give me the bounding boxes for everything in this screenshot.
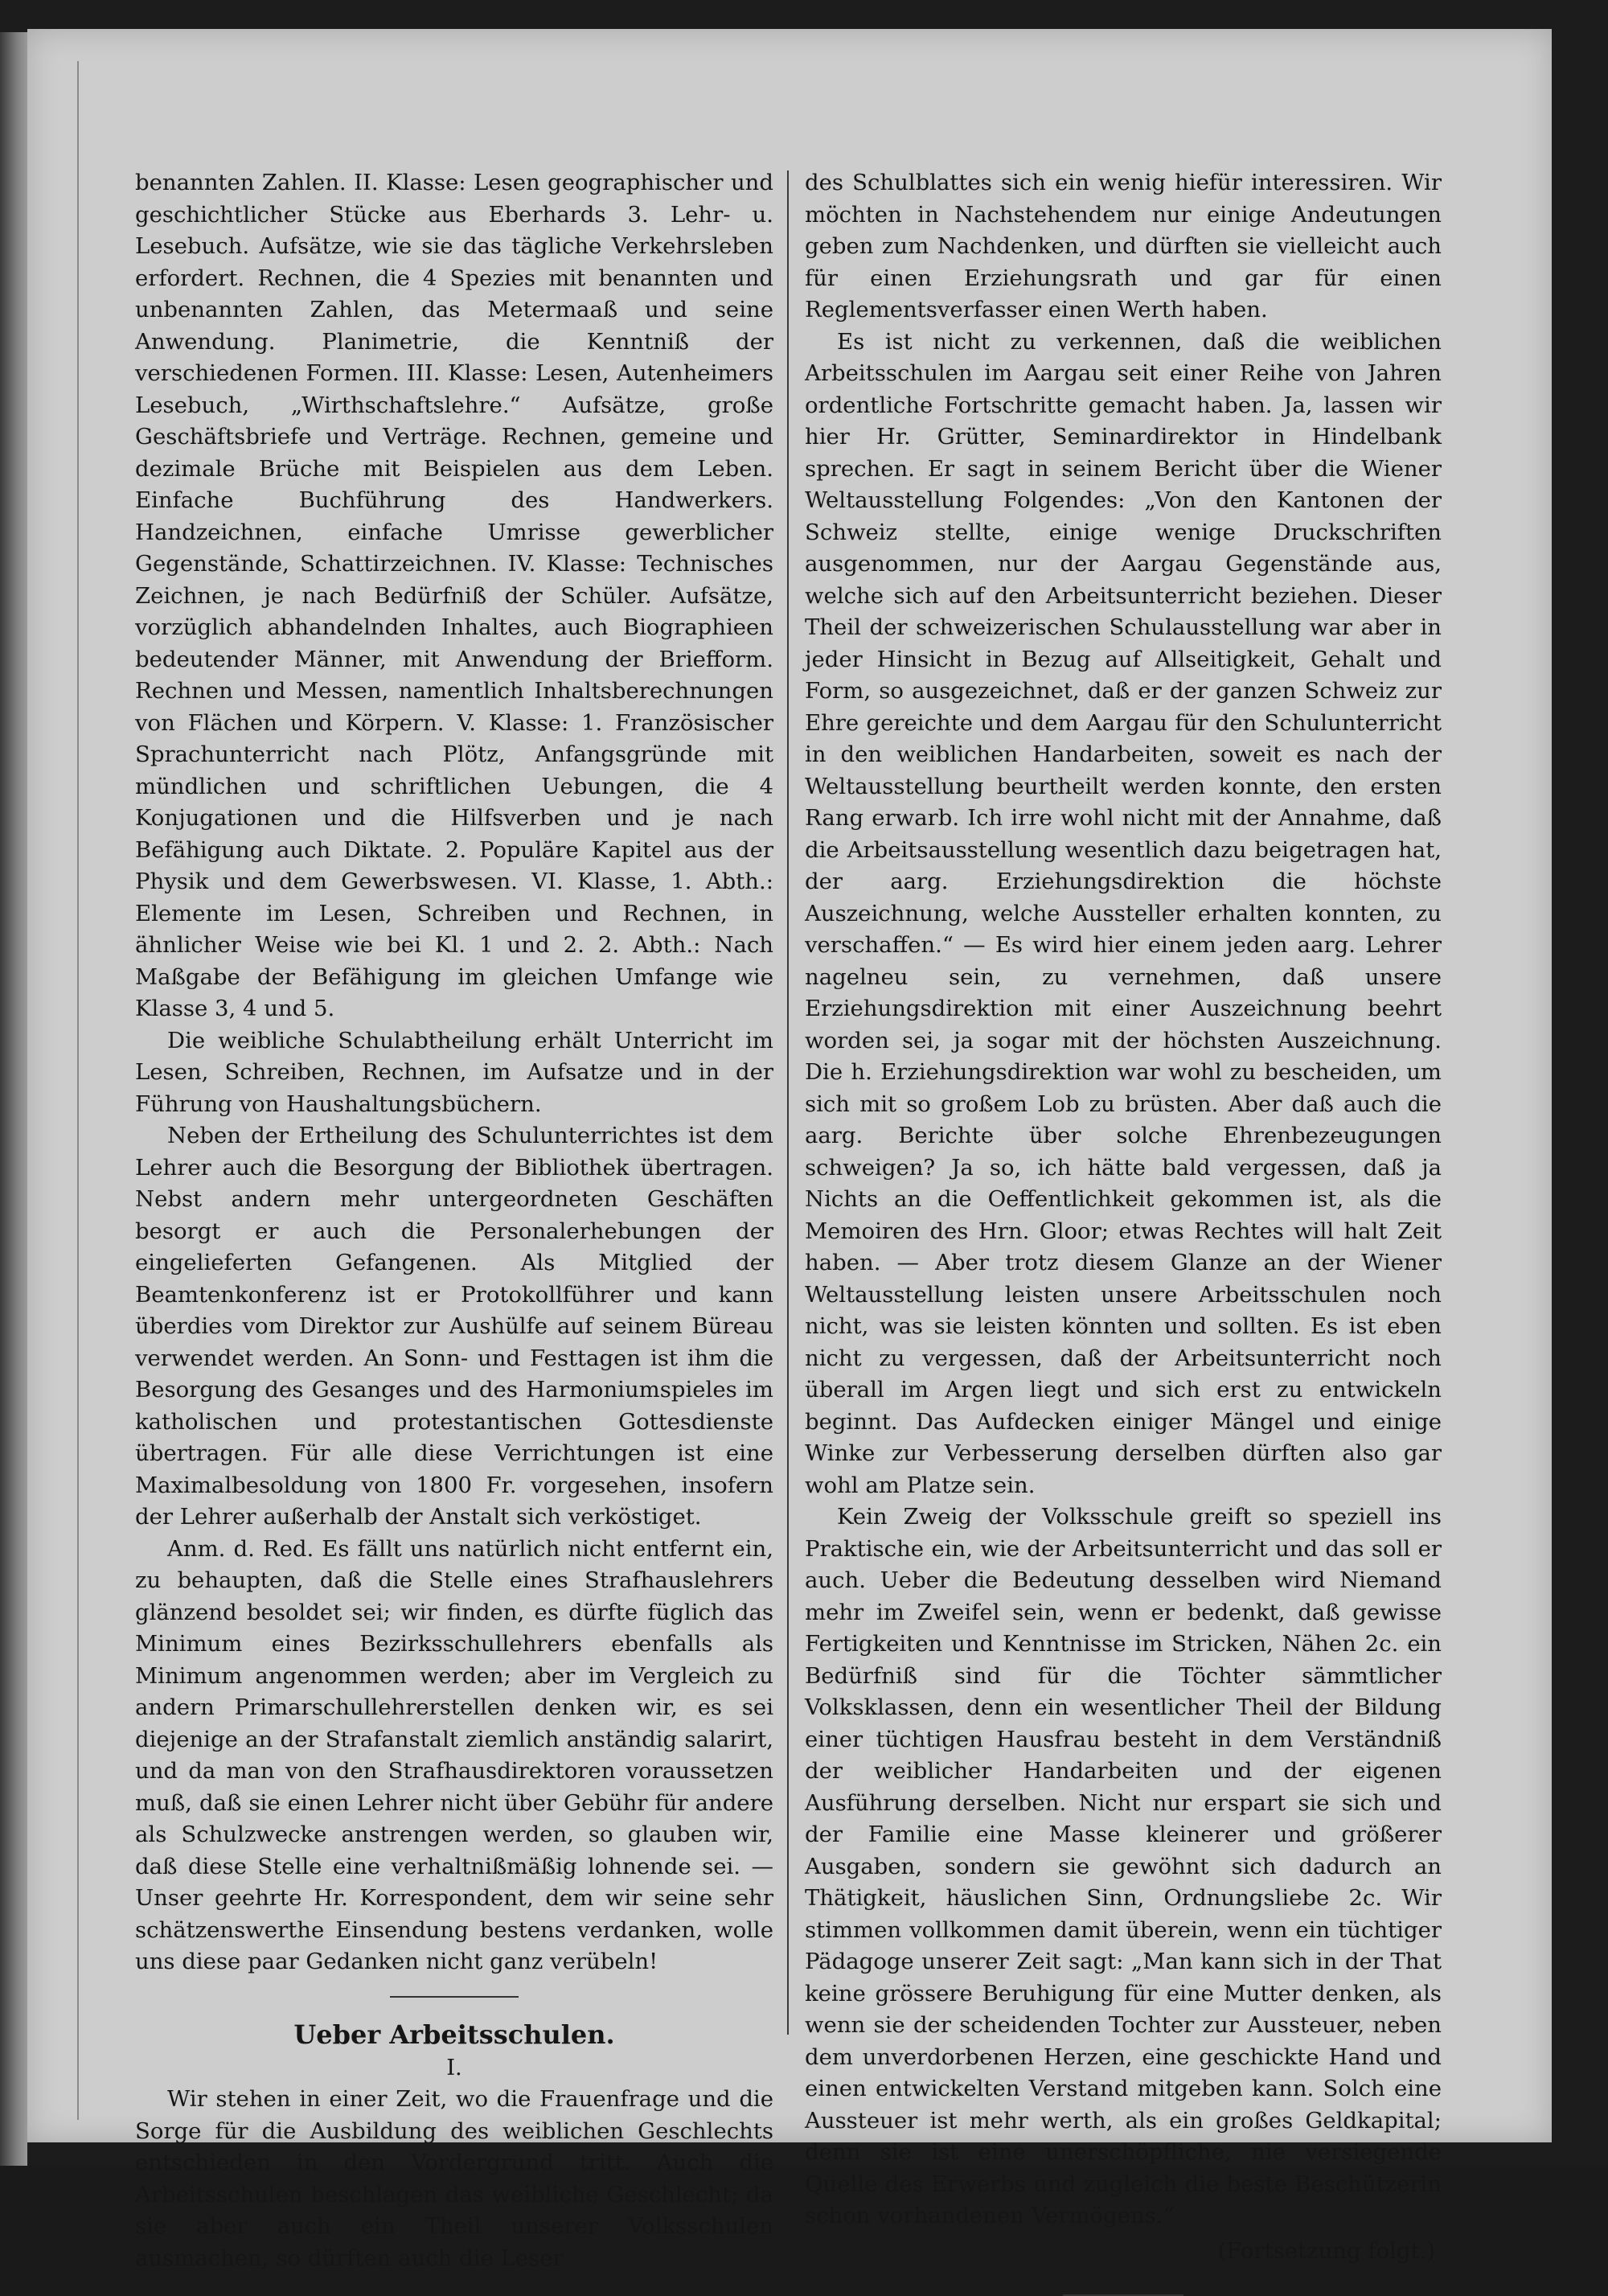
right-paragraph-3: Kein Zweig der Volksschule greift so speziell ins Praktische ein, wie der Arbeitsunterricht und das soll er auch. Ueber die Bedeutung desselben wird Niemand mehr im Zweifel sein, wenn er bedenkt, daß gewisse Fertigkeiten und Kenntnisse im Stricken, Nähen 2c. ein Bedürfniß sind für die Töchter sämmtlicher Volksklassen, denn ein wesentlicher Theil der Bildung einer tüchtigen Hausfrau besteht in dem Verständniß der weiblicher Handarbeiten und der eigenen Ausführung derselben. Nicht nur erspart sie sich und der Familie eine Masse kleinerer und größerer Ausgaben, sondern sie gewöhnt sich dadurch an Thätigkeit, häuslichen Sinn, Ordnungsliebe 2c. Wir stimmen vollkommen damit überein, wenn ein tüchtiger Pädagoge unserer Zeit sagt: „Man kann sich in der That keine grössere Beruhigung für eine Mutter denken, als wenn sie der scheidenden Tochter zur Aussteuer, neben dem unverdorbenen Herzen, eine geschickte Hand und einen entwickelten Verstand mitgeben kann. Solch eine Aussteuer ist mehr werth, als ein großes Geldkapital; denn sie ist eine unerschöpfliche, nie versiegende Quelle des Erwerbs und zugleich die beste Beschützerin schon vorhandenen Vermögens.“: [805, 1504, 1442, 2228]
section-rule: [390, 1996, 519, 1998]
left-paragraph-4: Anm. d. Red. Es fällt uns natürlich nicht entfernt ein, zu behaupten, daß die Stelle eines Strafhauslehrers glänzend besoldet sei; wir finden, es dürfte füglich das Minimum eines Bezirksschullehrers ebenfalls als Minimum angenommen werden; aber im Vergleich zu andern Primarschullehrerstellen denken wir, es sei diejenige an der Strafanstalt ziemlich anständig salarirt, und da man von den Strafhausdirektoren voraussetzen muß, daß sie einen Lehrer nicht über Gebühr für andere als Schulzwecke anstrengen werden, so glauben wir, daß diese Stelle eine verhaltnißmäßig lohnende sei. — Unser geehrte Hr. Korrespondent, dem wir seine sehr schätzenswerthe Einsendung bestens verdanken, wolle uns diese paar Gedanken nicht ganz verübeln!: [135, 1535, 773, 1974]
left-paragraph-1: benannten Zahlen. II. Klasse: Lesen geographischer und geschichtlicher Stücke aus Eberhards 3. Lehr- u. Lesebuch. Aufsätze, wie sie das tägliche Verkehrsleben erfordert. Rechnen, die 4 Spezies mit benannten und unbenannten Zahlen, das Metermaaß und seine Anwendung. Planimetrie, die Kenntniß der verschiedenen Formen. III. Klasse: Lesen, Autenheimers Lesebuch, „Wirthschaftslehre.“ Aufsätze, große Geschäftsbriefe und Verträge. Rechnen, gemeine und dezimale Brüche mit Beispielen aus dem Leben. Einfache Buchführung des Handwerkers. Handzeichnen, einfache Umrisse gewerblicher Gegenstände, Schattirzeichnen. IV. Klasse: Technisches Zeichnen, je nach Bedürfniß der Schüler. Aufsätze, vorzüglich abhandelnden Inhaltes, auch Biographieen bedeutender Männer, mit Anwendung der Briefform. Rechnen und Messen, namentlich Inhaltsberechnungen von Flächen und Körpern. V. Klasse: 1. Französischer Sprachunterricht nach Plötz, Anfangsgründe mit mündlichen und schriftlichen Uebungen, die 4 Konjugationen und die Hilfsverben und je nach Befähigung auch Diktate. 2. Populäre Kapitel aus der Physik und dem Gewerbswesen. VI. Klasse, 1. Abth.: Elemente im Lesen, Schreiben und Rechnen, in ähnlicher Weise wie bei Kl. 1 und 2. 2. Abth.: Nach Maßgabe der Befähigung im gleichen Umfange wie Klasse 3, 4 und 5.: [135, 170, 773, 1021]
left-column: [135, 167, 773, 2274]
right-column: [805, 167, 1442, 2296]
continuation-note: (Fortsetzung folgt.): [1217, 2237, 1435, 2264]
section-heading: Ueber Arbeitsschulen.: [293, 2019, 615, 2050]
section-paragraph: Wir stehen in einer Zeit, wo die Frauenfrage und die Sorge für die Ausbildung des weiblichen Geschlechts entschieden in den Vordergrund tritt. Auch die Arbeitsschulen beschlagen das weibliche Geschlecht; da sie aber auch ein Theil unserer Volksschulen ausmachen, so dürften auch die Leser: [135, 2086, 773, 2271]
section-number: I.: [446, 2054, 462, 2080]
left-paragraph-3: Neben der Ertheilung des Schulunterrichtes ist dem Lehrer auch die Besorgung der Bibliothek übertragen. Nebst andern mehr untergeordneten Geschäften besorgt er auch die Personalerhebungen der eingelieferten Gefangenen. Als Mitglied der Beamtenkonferenz ist er Protokollführer und kann überdies vom Direktor zur Aushülfe auf seinem Büreau verwendet werden. An Sonn- und Festtagen ist ihm die Besorgung des Gesanges und des Harmoniumspieles im katholischen und protestantischen Gottesdienste übertragen. Für alle diese Verrichtungen ist eine Maximalbesoldung von 1800 Fr. vorgesehen, insofern der Lehrer außerhalb der Anstalt sich verköstiget.: [135, 1123, 773, 1530]
right-paragraph-2: Es ist nicht zu verkennen, daß die weiblichen Arbeitsschulen im Aargau seit einer Reihe von Jahren ordentliche Fortschritte gemacht haben. Ja, lassen wir hier Hr. Grütter, Seminardirektor in Hindelbank sprechen. Er sagt in seinem Bericht über die Wiener Weltausstellung Folgendes: „Von den Kantonen der Schweiz stellte, einige wenige Druckschriften ausgenommen, nur der Aargau Gegenstände aus, welche sich auf den Arbeitsunterricht beziehen. Dieser Theil der schweizerischen Schulausstellung war aber in jeder Hinsicht in Bezug auf Allseitigkeit, Gehalt und Form, so ausgezeichnet, daß er der ganzen Schweiz zur Ehre gereichte und dem Aargau für den Schulunterricht in den weiblichen Handarbeiten, soweit es nach der Weltausstellung beurtheilt werden konnte, den ersten Rang erwarb. Ich irre wohl nicht mit der Annahme, daß die Arbeitsausstellung wesentlich dazu beigetragen hat, der aarg. Erziehungsdirektion die höchste Auszeichnung, welche Aussteller erhalten konnten, zu verschaffen.“ — Es wird hier einem jeden aarg. Lehrer nagelneu sein, zu vernehmen, daß unsere Erziehungsdirektion mit einer Auszeichnung beehrt worden sei, ja sogar mit der höchsten Auszeichnung. Die h. Erziehungsdirektion war wohl zu bescheiden, um sich mit so großem Lob zu brüsten. Aber daß auch die aarg. Berichte über solche Ehrenbezeugungen schweigen? Ja so, ich hätte bald vergessen, daß ja Nichts an die Oeffentlichkeit gekommen ist, als die Memoiren des Hrn. Gloor; etwas Rechtes will halt Zeit haben. — Aber trotz diesem Glanze an der Wiener Weltausstellung leisten unsere Arbeitsschulen noch nicht, was sie leisten könnten und sollten. Es ist eben nicht zu vergessen, daß der Arbeitsunterricht noch überall im Argen liegt und sich erst zu entwickeln beginnt. Das Aufdecken einiger Mängel und einige Winke zur Verbesserung derselben dürften also gar wohl am Platze sein.: [805, 328, 1442, 1498]
left-paragraph-2: Die weibliche Schulabtheilung erhält Unterricht im Lesen, Schreiben, Rechnen, im Aufsatze und in der Führung von Haushaltungsbüchern.: [135, 1027, 773, 1117]
binding-edge: [0, 32, 27, 2166]
column-divider: [787, 170, 789, 2035]
gutter-line: [77, 61, 79, 2120]
right-paragraph-1: des Schulblattes sich ein wenig hiefür interessiren. Wir möchten in Nachstehendem nur einige Andeutungen geben zum Nachdenken, und dürften sie vielleicht auch für einen Erziehungsrath und gar für einen Reglementsverfasser einen Werth haben.: [805, 170, 1442, 322]
